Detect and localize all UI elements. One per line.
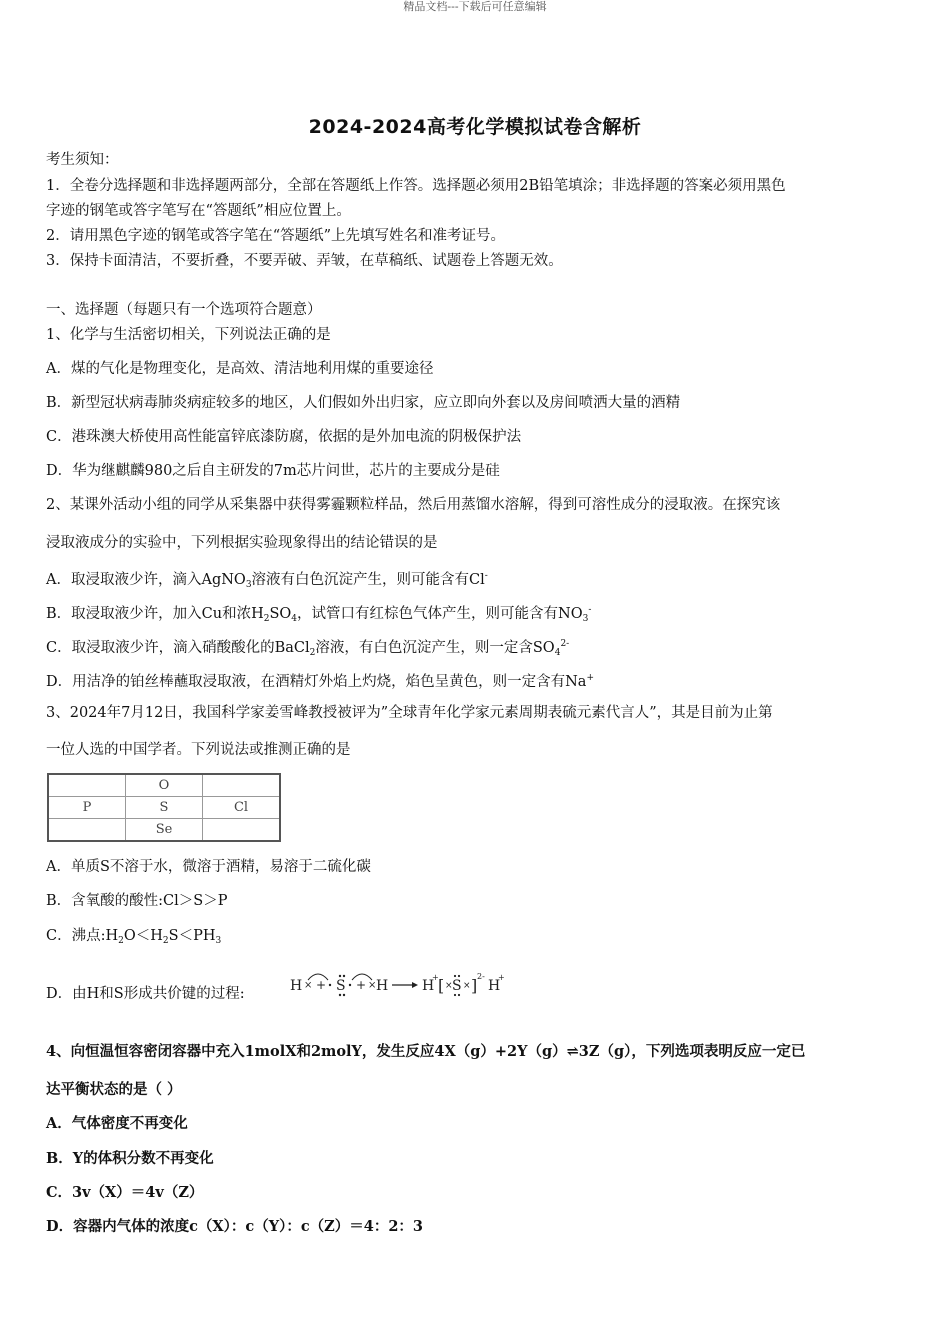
formula-electron-mark: × bbox=[445, 981, 453, 991]
formula-dot bbox=[343, 994, 345, 996]
q3-stem-line2: 一位人选的中国学者。下列说法或推测正确的是 bbox=[46, 742, 351, 758]
notice-line: 2．请用黑色字迹的钢笔或答字笔在“答题纸”上先填写姓名和准考证号。 bbox=[46, 228, 506, 244]
notice-line: 3．保持卡面清洁，不要折叠，不要弄破、弄皱，在草稿纸、试题卷上答题无效。 bbox=[46, 253, 563, 269]
q3-stem-line1: 3、2024年7月12日，我国科学家姜雪峰教授被评为”全球青年化学家元素周期表硫元素代言人”，其是目前为止第 bbox=[46, 705, 773, 721]
q2-stem-line1: 2、某课外活动小组的同学从采集器中获得雾霾颗粒样品，然后用蒸馏水溶解，得到可溶性成分的浸取液。在探究该 bbox=[46, 497, 781, 513]
formula-dot bbox=[458, 994, 460, 996]
formula-dot bbox=[454, 994, 456, 996]
table-cell bbox=[48, 819, 126, 842]
section-heading: 一、选择题（每题只有一个选项符合题意） bbox=[46, 302, 322, 318]
q3-option-b: B．含氧酸的酸性:Cl＞S＞P bbox=[46, 893, 228, 909]
q4-option-c: C．3v（X）＝4v（Z） bbox=[46, 1184, 204, 1201]
q1-option-a: A．煤的气化是物理变化，是高效、清洁地利用煤的重要途径 bbox=[46, 361, 434, 377]
q4-stem-line2: 达平衡状态的是（ ） bbox=[46, 1081, 182, 1098]
q4-option-b: B．Y的体积分数不再变化 bbox=[46, 1150, 214, 1167]
q1-stem: 1、化学与生活密切相关，下列说法正确的是 bbox=[46, 327, 331, 343]
watermark: 精品文档---下载后可任意编辑 bbox=[403, 0, 547, 13]
formula-electron-mark: × bbox=[463, 981, 471, 991]
table-cell: S bbox=[126, 797, 203, 819]
formula-electron-mark: × bbox=[304, 980, 313, 991]
q2-stem-line2: 浸取液成分的实验中，下列根据实验现象得出的结论错误的是 bbox=[46, 535, 438, 551]
table-cell bbox=[203, 774, 281, 797]
q4-option-d: D．容器内气体的浓度c（X）：c（Y）：c（Z）＝4：2：3 bbox=[46, 1218, 424, 1235]
formula-plus: + bbox=[316, 978, 327, 992]
page-title: 2024-2024高考化学模拟试卷含解析 bbox=[308, 116, 642, 138]
formula-dot bbox=[454, 975, 456, 977]
q3-option-d: D．由H和S形成共价键的过程: bbox=[46, 986, 245, 1002]
table-cell: Se bbox=[126, 819, 203, 842]
notice-line: 1．全卷分选择题和非选择题两部分，全部在答题纸上作答。选择题必须用2B铅笔填涂；非选择题的答案必须用黑色 bbox=[46, 178, 786, 194]
q1-option-b: B．新型冠状病毒肺炎病症较多的地区，人们假如外出归家，应立即向外套以及房间喷洒大量的酒精 bbox=[46, 395, 681, 411]
formula-dot bbox=[343, 975, 345, 977]
table-cell: O bbox=[126, 774, 203, 797]
formula-electron-mark: × bbox=[368, 980, 377, 991]
table-cell bbox=[203, 819, 281, 842]
formula-bracket: [ bbox=[438, 976, 445, 995]
formula-bracket: ] bbox=[471, 976, 478, 995]
q1-option-c: C．港珠澳大桥使用高性能富锌底漆防腐，依据的是外加电流的阴极保护法 bbox=[46, 429, 522, 445]
formula-arrowhead bbox=[412, 982, 418, 988]
formula-s: S bbox=[336, 978, 346, 994]
periodic-table-excerpt bbox=[47, 773, 281, 842]
table-cell: P bbox=[48, 797, 126, 819]
q2-option-c: C．取浸取液少许，滴入硝酸酸化的BaCl$_2$溶液，有白色沉淀产生，则一定含$SO_4^{2-}$ bbox=[46, 639, 570, 658]
q3-option-c: C．沸点$:H_2O<H_2S<PH_3$ bbox=[46, 928, 222, 946]
formula-dot bbox=[339, 994, 341, 996]
formula-dot bbox=[329, 984, 331, 986]
notice-line: 字迹的钢笔或答字笔写在“答题纸”相应位置上。 bbox=[46, 203, 351, 219]
q2-option-b: B．取浸取液少许，加入Cu和浓$H_2SO_4$，试管口有红棕色气体产生，则可能含有$NO_3^-$ bbox=[46, 605, 592, 624]
notice-heading: 考生须知： bbox=[46, 152, 119, 168]
formula-h-right: H bbox=[376, 978, 389, 994]
q3-option-a: A．单质S不溶于水，微溶于酒精，易溶于二硫化碳 bbox=[46, 859, 371, 875]
formula-dot bbox=[339, 975, 341, 977]
q2-option-d: D．用洁净的铂丝棒蘸取浸取液，在酒精灯外焰上灼烧，焰色呈黄色，则一定含有Na+ bbox=[46, 673, 595, 690]
table-cell bbox=[48, 774, 126, 797]
formula-plus-sup: + bbox=[432, 973, 439, 982]
formula-h-plus-left: H bbox=[422, 978, 435, 994]
formula-dot bbox=[458, 975, 460, 977]
formula-plus: + bbox=[356, 978, 367, 992]
formula-h-plus-right: H bbox=[488, 978, 501, 994]
formula-h-left: H bbox=[290, 978, 303, 994]
q4-option-a: A．气体密度不再变化 bbox=[46, 1115, 188, 1132]
formula-plus-sup: + bbox=[498, 973, 505, 982]
formula-charge: 2- bbox=[477, 972, 485, 981]
table-cell: Cl bbox=[203, 797, 281, 819]
formula-s-ion: S bbox=[452, 978, 462, 994]
electron-dot-formula bbox=[288, 968, 528, 1002]
formula-dot bbox=[349, 984, 351, 986]
q2-option-a: A．取浸取液少许，滴入AgNO$_3$溶液有白色沉淀产生，则可能含有Cl- bbox=[46, 571, 488, 590]
q1-option-d: D．华为继麒麟980之后自主研发的7m芯片问世，芯片的主要成分是硅 bbox=[46, 463, 500, 479]
q4-stem-line1: 4、向恒温恒容密闭容器中充入1molX和2molY，发生反应4X（g）+2Y（g）⇌3Z（g），下列选项表明反应一定已 bbox=[46, 1043, 806, 1060]
